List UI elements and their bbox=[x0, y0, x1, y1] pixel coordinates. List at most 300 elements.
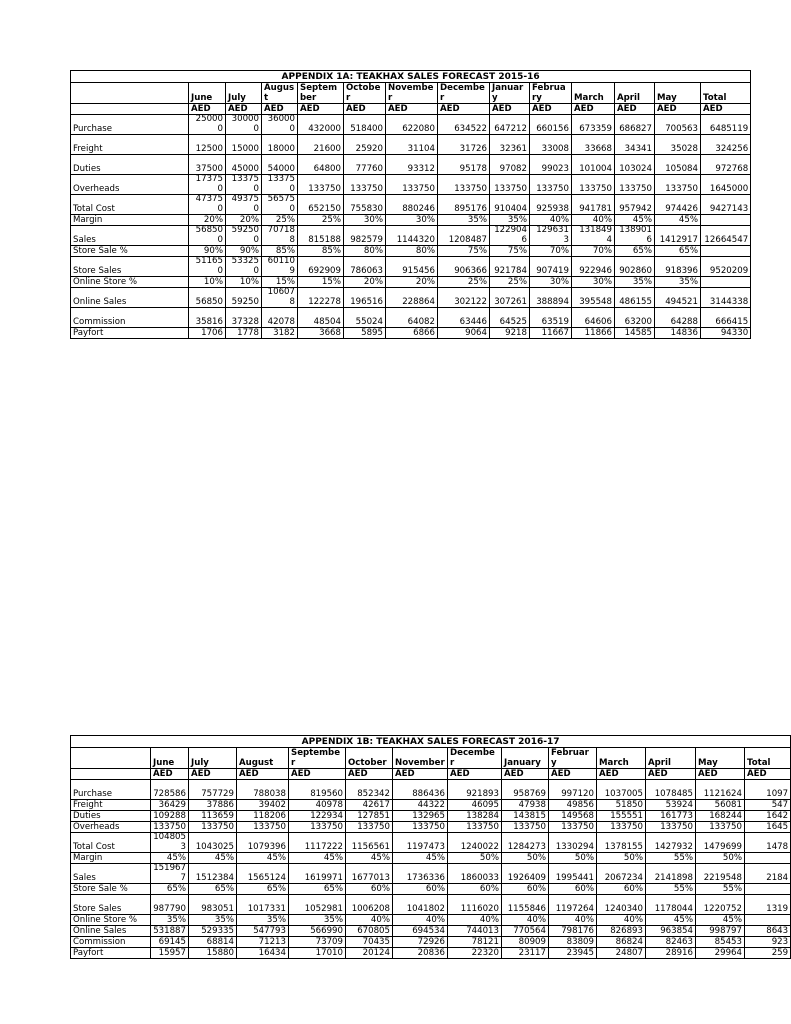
table-cell: 82463 bbox=[646, 937, 696, 948]
table-cell: 50% bbox=[696, 853, 745, 864]
month-header: March bbox=[597, 748, 646, 769]
table-cell: 50% bbox=[448, 853, 502, 864]
table-cell: 40% bbox=[597, 915, 646, 926]
table-cell: 28916 bbox=[646, 948, 696, 959]
table-cell: 99023 bbox=[530, 155, 572, 175]
table-cell: 1006208 bbox=[346, 895, 393, 915]
table-cell: 70% bbox=[572, 246, 615, 257]
table-cell: 35% bbox=[615, 277, 655, 288]
sales-forecast-table bbox=[70, 70, 751, 339]
table-cell: 566990 bbox=[289, 926, 346, 937]
table-cell: 133750 bbox=[646, 822, 696, 833]
row-label: Purchase bbox=[71, 115, 189, 135]
table-cell: 155551 bbox=[597, 811, 646, 822]
table-cell: 85453 bbox=[696, 937, 745, 948]
table-cell: 35% bbox=[490, 215, 530, 226]
table-cell: 133750 bbox=[151, 822, 189, 833]
table-cell: 652150 bbox=[298, 195, 344, 215]
table-cell: 18000 bbox=[262, 135, 298, 155]
table-cell: 895176 bbox=[438, 195, 490, 215]
table-cell: 972768 bbox=[701, 155, 751, 175]
table-cell: 1116020 bbox=[448, 895, 502, 915]
row-label: Margin bbox=[71, 853, 151, 864]
table-cell: 65% bbox=[289, 884, 346, 895]
table-cell: 23117 bbox=[502, 948, 549, 959]
table-cell: 395548 bbox=[572, 288, 615, 308]
table-cell: 45% bbox=[655, 215, 701, 226]
table-cell: 45% bbox=[346, 853, 393, 864]
table-cell: 68814 bbox=[189, 937, 237, 948]
table-row bbox=[71, 853, 791, 864]
table-cell: 20% bbox=[189, 215, 226, 226]
table-cell bbox=[745, 884, 791, 895]
table-cell: 51850 bbox=[597, 800, 646, 811]
table-cell: 921893 bbox=[448, 780, 502, 800]
table-cell: 23945 bbox=[549, 948, 597, 959]
table-cell: 757729 bbox=[189, 780, 237, 800]
table-cell: 1619971 bbox=[289, 864, 346, 884]
table-cell: 531887 bbox=[151, 926, 189, 937]
table-cell: 1645000 bbox=[701, 175, 751, 195]
table-cell: 35% bbox=[438, 215, 490, 226]
table-cell: 35% bbox=[151, 915, 189, 926]
month-header: April bbox=[646, 748, 696, 769]
table-cell: 161773 bbox=[646, 811, 696, 822]
table-cell: 86824 bbox=[597, 937, 646, 948]
table-cell: 133750 bbox=[597, 822, 646, 833]
table-row bbox=[71, 895, 791, 915]
table-cell: 819560 bbox=[289, 780, 346, 800]
table-cell: 25% bbox=[298, 215, 344, 226]
table-row bbox=[71, 884, 791, 895]
table-cell: 35% bbox=[189, 915, 237, 926]
row-label: Payfort bbox=[71, 948, 151, 959]
table-cell: 70% bbox=[530, 246, 572, 257]
table-cell: 15000 bbox=[226, 135, 262, 155]
table-cell: 1330294 bbox=[549, 833, 597, 853]
table-cell: 486155 bbox=[615, 288, 655, 308]
table-cell: 40978 bbox=[289, 800, 346, 811]
table-cell: 133750 bbox=[549, 822, 597, 833]
table-cell: 37500 bbox=[189, 155, 226, 175]
table-cell: 83809 bbox=[549, 937, 597, 948]
table-cell: 1478 bbox=[745, 833, 791, 853]
table-cell: 1645 bbox=[745, 822, 791, 833]
table-cell: 65% bbox=[151, 884, 189, 895]
table-cell: 95178 bbox=[438, 155, 490, 175]
table-cell: 694534 bbox=[393, 926, 448, 937]
table-cell: 35816 bbox=[189, 308, 226, 328]
month-header: March bbox=[572, 83, 615, 104]
table-cell: 1229046 bbox=[490, 226, 530, 246]
table-row bbox=[71, 288, 751, 308]
row-label: Overheads bbox=[71, 175, 189, 195]
table-cell: 1178044 bbox=[646, 895, 696, 915]
table-cell: 64606 bbox=[572, 308, 615, 328]
table-cell: 923 bbox=[745, 937, 791, 948]
table-cell: 925938 bbox=[530, 195, 572, 215]
row-label: Freight bbox=[71, 800, 151, 811]
table-cell: 670805 bbox=[346, 926, 393, 937]
table-cell: 983051 bbox=[189, 895, 237, 915]
table-cell: 12500 bbox=[189, 135, 226, 155]
table-cell bbox=[701, 246, 751, 257]
table-cell: 168244 bbox=[696, 811, 745, 822]
unit-header: AED bbox=[438, 104, 490, 115]
table-cell: 1037005 bbox=[597, 780, 646, 800]
table-cell: 1519677 bbox=[151, 864, 189, 884]
table-cell bbox=[701, 277, 751, 288]
table-cell: 94330 bbox=[701, 328, 751, 339]
table-cell: 307261 bbox=[490, 288, 530, 308]
table-cell: 103024 bbox=[615, 155, 655, 175]
unit-header: AED bbox=[393, 769, 448, 780]
table-cell: 1427932 bbox=[646, 833, 696, 853]
unit-header: AED bbox=[701, 104, 751, 115]
table-cell: 44322 bbox=[393, 800, 448, 811]
table-cell: 30% bbox=[530, 277, 572, 288]
unit-header: AED bbox=[597, 769, 646, 780]
table-cell: 14836 bbox=[655, 328, 701, 339]
table-cell: 21600 bbox=[298, 135, 344, 155]
unit-header: AED bbox=[549, 769, 597, 780]
table-cell: 666415 bbox=[701, 308, 751, 328]
table-cell: 63446 bbox=[438, 308, 490, 328]
table-cell: 1240022 bbox=[448, 833, 502, 853]
table-cell: 37886 bbox=[189, 800, 237, 811]
table-cell: 55% bbox=[646, 853, 696, 864]
table-cell: 987790 bbox=[151, 895, 189, 915]
table-cell: 133750 bbox=[615, 175, 655, 195]
table-cell: 958769 bbox=[502, 780, 549, 800]
table-cell: 34341 bbox=[615, 135, 655, 155]
table-cell: 29964 bbox=[696, 948, 745, 959]
table-cell: 20% bbox=[344, 277, 386, 288]
table-cell: 250000 bbox=[189, 115, 226, 135]
month-header: May bbox=[696, 748, 745, 769]
table-cell: 122278 bbox=[298, 288, 344, 308]
month-header: October bbox=[344, 83, 386, 104]
unit-header: AED bbox=[696, 769, 745, 780]
table-cell: 59250 bbox=[226, 288, 262, 308]
table-cell: 133750 bbox=[530, 175, 572, 195]
table-cell: 78121 bbox=[448, 937, 502, 948]
sales-forecast-table bbox=[70, 735, 791, 959]
table-cell: 565750 bbox=[262, 195, 298, 215]
table-cell: 133750 bbox=[448, 822, 502, 833]
table-cell: 3668 bbox=[298, 328, 344, 339]
table-cell: 64525 bbox=[490, 308, 530, 328]
month-header: September bbox=[298, 83, 344, 104]
row-label: Duties bbox=[71, 811, 151, 822]
table-cell: 15957 bbox=[151, 948, 189, 959]
table-cell: 982579 bbox=[344, 226, 386, 246]
table-cell: 55% bbox=[646, 884, 696, 895]
month-header: February bbox=[530, 83, 572, 104]
table-cell: 30% bbox=[386, 215, 438, 226]
table-cell: 72926 bbox=[393, 937, 448, 948]
table-cell: 173750 bbox=[189, 175, 226, 195]
table-cell: 36429 bbox=[151, 800, 189, 811]
table-cell: 45000 bbox=[226, 155, 262, 175]
table-cell: 647212 bbox=[490, 115, 530, 135]
table-cell: 15% bbox=[262, 277, 298, 288]
row-label: Commission bbox=[71, 308, 189, 328]
table-cell: 54000 bbox=[262, 155, 298, 175]
table-cell: 660156 bbox=[530, 115, 572, 135]
table-cell: 6866 bbox=[386, 328, 438, 339]
table-cell: 998797 bbox=[696, 926, 745, 937]
unit-header: AED bbox=[289, 769, 346, 780]
table-cell: 786063 bbox=[344, 257, 386, 277]
table-cell: 1078485 bbox=[646, 780, 696, 800]
month-header: July bbox=[226, 83, 262, 104]
table-cell: 473750 bbox=[189, 195, 226, 215]
table-cell: 65% bbox=[655, 246, 701, 257]
table-cell: 113659 bbox=[189, 811, 237, 822]
table-cell: 686827 bbox=[615, 115, 655, 135]
table-cell: 302122 bbox=[438, 288, 490, 308]
table-cell: 997120 bbox=[549, 780, 597, 800]
row-label: Duties bbox=[71, 155, 189, 175]
table-row bbox=[71, 246, 751, 257]
month-header: February bbox=[549, 748, 597, 769]
row-label: Purchase bbox=[71, 780, 151, 800]
table-cell: 93312 bbox=[386, 155, 438, 175]
table-cell: 259 bbox=[745, 948, 791, 959]
table-cell: 692909 bbox=[298, 257, 344, 277]
table-cell: 1926409 bbox=[502, 864, 549, 884]
table-cell: 11866 bbox=[572, 328, 615, 339]
table-cell: 755830 bbox=[344, 195, 386, 215]
table-cell: 50% bbox=[502, 853, 549, 864]
table-cell: 1208487 bbox=[438, 226, 490, 246]
table-cell: 493750 bbox=[226, 195, 262, 215]
table-cell: 1121624 bbox=[696, 780, 745, 800]
table-cell: 547793 bbox=[237, 926, 289, 937]
table-cell: 744013 bbox=[448, 926, 502, 937]
month-header: August bbox=[237, 748, 289, 769]
table-cell: 101004 bbox=[572, 155, 615, 175]
table-cell: 33008 bbox=[530, 135, 572, 155]
table-cell: 133750 bbox=[237, 822, 289, 833]
table-cell: 40% bbox=[393, 915, 448, 926]
month-header: October bbox=[346, 748, 393, 769]
table-cell: 25920 bbox=[344, 135, 386, 155]
table-cell: 1378155 bbox=[597, 833, 646, 853]
table-row bbox=[71, 155, 751, 175]
table-cell: 106078 bbox=[262, 288, 298, 308]
row-label: Store Sale % bbox=[71, 246, 189, 257]
table-cell: 1041802 bbox=[393, 895, 448, 915]
table-cell: 25% bbox=[262, 215, 298, 226]
table-cell bbox=[701, 215, 751, 226]
table-row bbox=[71, 822, 791, 833]
table-cell: 55024 bbox=[344, 308, 386, 328]
unit-header: AED bbox=[346, 769, 393, 780]
table-cell: 45% bbox=[151, 853, 189, 864]
table-cell: 132965 bbox=[393, 811, 448, 822]
month-header: September bbox=[289, 748, 346, 769]
month-header: June bbox=[151, 748, 189, 769]
table-cell: 47938 bbox=[502, 800, 549, 811]
table-cell: 12664547 bbox=[701, 226, 751, 246]
table-cell: 60% bbox=[502, 884, 549, 895]
unit-header: AED bbox=[262, 104, 298, 115]
unit-header: AED bbox=[151, 769, 189, 780]
table-cell: 118206 bbox=[237, 811, 289, 822]
table-cell: 1052981 bbox=[289, 895, 346, 915]
table-cell: 798176 bbox=[549, 926, 597, 937]
unit-header: AED bbox=[448, 769, 502, 780]
table-cell: 228864 bbox=[386, 288, 438, 308]
table-cell: 64082 bbox=[386, 308, 438, 328]
table-cell: 63519 bbox=[530, 308, 572, 328]
table-cell: 1319 bbox=[745, 895, 791, 915]
table-cell: 15% bbox=[298, 277, 344, 288]
table-cell: 122934 bbox=[289, 811, 346, 822]
header-blank bbox=[71, 83, 189, 104]
table-cell: 196516 bbox=[344, 288, 386, 308]
table-cell: 1565124 bbox=[237, 864, 289, 884]
table-row bbox=[71, 195, 751, 215]
table-cell: 133750 bbox=[289, 822, 346, 833]
forecast-table-2015-16 bbox=[70, 70, 790, 339]
table-cell: 133750 bbox=[696, 822, 745, 833]
table-cell: 1079396 bbox=[237, 833, 289, 853]
unit-header: AED bbox=[745, 769, 791, 780]
row-label: Online Sales bbox=[71, 288, 189, 308]
table-cell: 64288 bbox=[655, 308, 701, 328]
table-cell: 45% bbox=[393, 853, 448, 864]
month-header: Total bbox=[701, 83, 751, 104]
month-header: June bbox=[189, 83, 226, 104]
table-cell: 53924 bbox=[646, 800, 696, 811]
month-header: July bbox=[189, 748, 237, 769]
table-cell: 1144320 bbox=[386, 226, 438, 246]
table-cell: 40% bbox=[502, 915, 549, 926]
unit-header: AED bbox=[189, 104, 226, 115]
table-cell: 35% bbox=[237, 915, 289, 926]
month-header: January bbox=[490, 83, 530, 104]
table-cell: 529335 bbox=[189, 926, 237, 937]
table-cell: 133750 bbox=[572, 175, 615, 195]
table-cell: 852342 bbox=[346, 780, 393, 800]
table-cell: 75% bbox=[490, 246, 530, 257]
table-cell: 622080 bbox=[386, 115, 438, 135]
table-row bbox=[71, 277, 751, 288]
table-cell: 941781 bbox=[572, 195, 615, 215]
table-row bbox=[71, 926, 791, 937]
table-row bbox=[71, 308, 751, 328]
table-cell: 10% bbox=[226, 277, 262, 288]
table-cell: 22320 bbox=[448, 948, 502, 959]
table-cell: 97082 bbox=[490, 155, 530, 175]
row-label: Total Cost bbox=[71, 195, 189, 215]
unit-header: AED bbox=[344, 104, 386, 115]
table-cell: 8643 bbox=[745, 926, 791, 937]
table-cell: 547 bbox=[745, 800, 791, 811]
table-cell: 2219548 bbox=[696, 864, 745, 884]
table-cell: 25% bbox=[490, 277, 530, 288]
table-cell: 3144338 bbox=[701, 288, 751, 308]
table-cell: 45% bbox=[646, 915, 696, 926]
table-cell: 42617 bbox=[346, 800, 393, 811]
table-cell: 39402 bbox=[237, 800, 289, 811]
table-row bbox=[71, 811, 791, 822]
table-cell: 133750 bbox=[655, 175, 701, 195]
unit-header: AED bbox=[615, 104, 655, 115]
table-cell: 1677013 bbox=[346, 864, 393, 884]
table-cell: 133750 bbox=[344, 175, 386, 195]
table-cell: 1197473 bbox=[393, 833, 448, 853]
table-cell: 815188 bbox=[298, 226, 344, 246]
row-label: Online Sales bbox=[71, 926, 151, 937]
table-cell: 42078 bbox=[262, 308, 298, 328]
row-label: Store Sales bbox=[71, 257, 189, 277]
table-cell: 14585 bbox=[615, 328, 655, 339]
table-cell: 133750 bbox=[386, 175, 438, 195]
table-cell: 922946 bbox=[572, 257, 615, 277]
table-cell: 32361 bbox=[490, 135, 530, 155]
table-cell: 6485119 bbox=[701, 115, 751, 135]
table-cell: 511650 bbox=[189, 257, 226, 277]
table-row bbox=[71, 780, 791, 800]
table-row bbox=[71, 833, 791, 853]
table-cell: 85% bbox=[262, 246, 298, 257]
table-cell: 2184 bbox=[745, 864, 791, 884]
month-header: April bbox=[615, 83, 655, 104]
table-cell: 133750 bbox=[490, 175, 530, 195]
table-cell: 788038 bbox=[237, 780, 289, 800]
table-cell: 35028 bbox=[655, 135, 701, 155]
row-label: Sales bbox=[71, 864, 151, 884]
table-cell: 921784 bbox=[490, 257, 530, 277]
table-cell: 494521 bbox=[655, 288, 701, 308]
table-cell: 17010 bbox=[289, 948, 346, 959]
table-cell: 601109 bbox=[262, 257, 298, 277]
table-cell: 9064 bbox=[438, 328, 490, 339]
table-cell: 9520209 bbox=[701, 257, 751, 277]
table-cell: 65% bbox=[189, 884, 237, 895]
unit-header: AED bbox=[298, 104, 344, 115]
table-cell: 1479699 bbox=[696, 833, 745, 853]
table-cell: 1240340 bbox=[597, 895, 646, 915]
table-cell: 1736336 bbox=[393, 864, 448, 884]
unit-header: AED bbox=[502, 769, 549, 780]
row-label: Sales bbox=[71, 226, 189, 246]
table-cell: 1043025 bbox=[189, 833, 237, 853]
table-cell: 71213 bbox=[237, 937, 289, 948]
table-cell: 1512384 bbox=[189, 864, 237, 884]
table-cell: 70435 bbox=[346, 937, 393, 948]
table-cell: 48504 bbox=[298, 308, 344, 328]
table-cell: 1017331 bbox=[237, 895, 289, 915]
table-cell: 3182 bbox=[262, 328, 298, 339]
row-label: Online Store % bbox=[71, 277, 189, 288]
table-cell: 35% bbox=[655, 277, 701, 288]
table-cell: 40% bbox=[530, 215, 572, 226]
table-row bbox=[71, 215, 751, 226]
table-cell: 1284273 bbox=[502, 833, 549, 853]
table-cell: 30% bbox=[572, 277, 615, 288]
table-cell: 133750 bbox=[346, 822, 393, 833]
table-row bbox=[71, 937, 791, 948]
row-label: Store Sales bbox=[71, 895, 151, 915]
table-cell: 30% bbox=[344, 215, 386, 226]
table-cell: 1778 bbox=[226, 328, 262, 339]
row-label: Store Sale % bbox=[71, 884, 151, 895]
